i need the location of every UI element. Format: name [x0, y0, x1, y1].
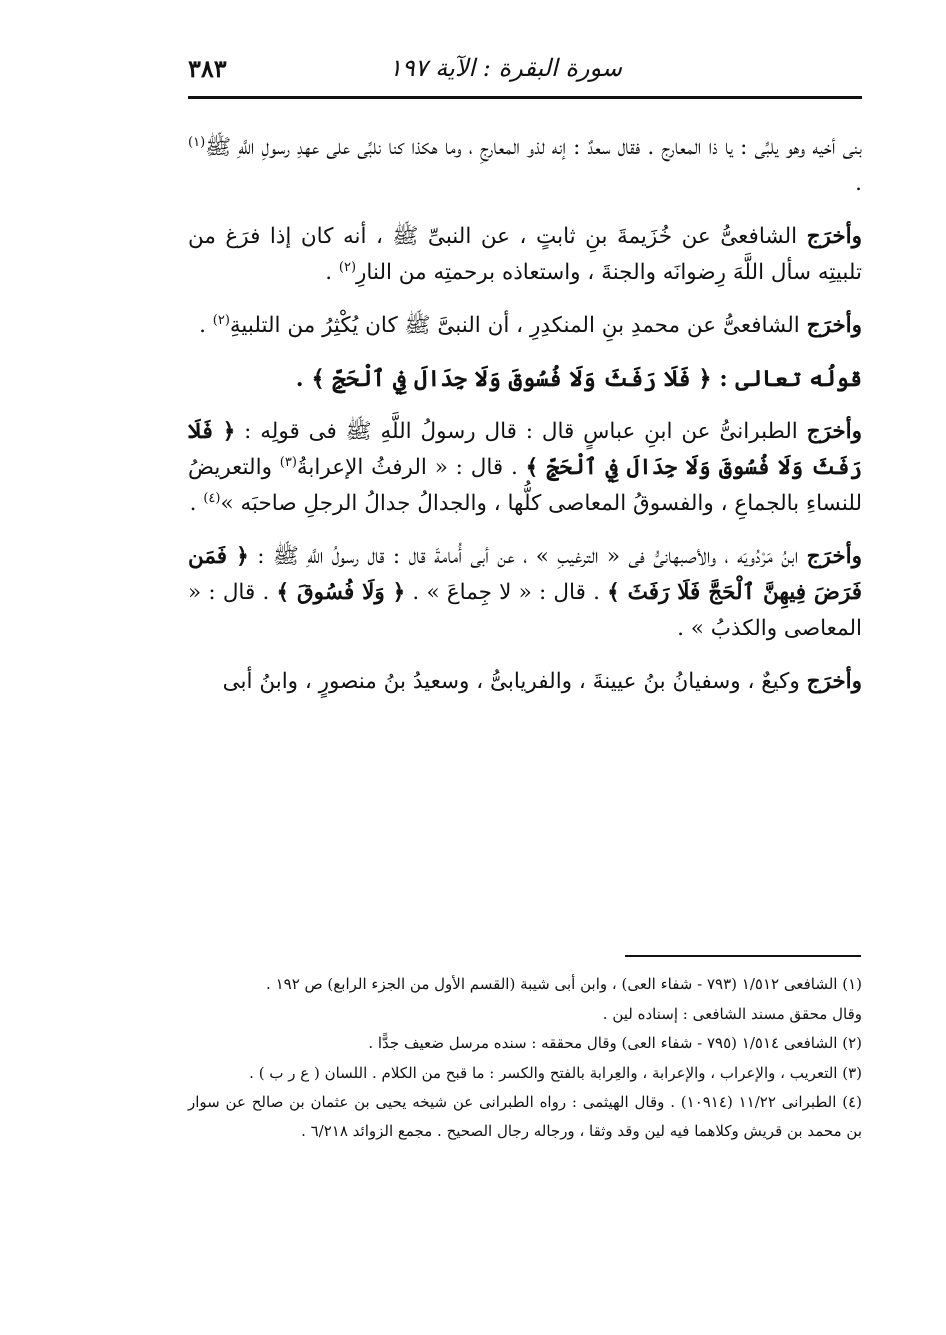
paragraph-4: وأخرَج الطبرانىُّ عن ابنِ عباسٍ قال : قال رسولُ اللَّهِ ﷺ فى قولِه : ﴿ فَلَا رَفَثَ وَلَا فُسُوقَ وَلَا جِدَالَ فِي ٱلْحَجِّ ﴾ . قال : « الرفثُ الإعرابةُ$^{(٣)}$ والتعريضُ للنساءِ بالجماعِ ، والفسوقُ المعاصى كلُّها ، والجدالُ جدالُ الرجلِ صاحبَه »$^{(٤)}$ . — [188, 419, 863, 516]
footnote-ref: (٣) — [279, 454, 297, 470]
page-header — [188, 52, 862, 96]
verse-heading: قولُه تعالى : ﴿ فَلَا رَفَثَ وَلَا فُسُوقَ وَلَا جِدَالَ فِي ٱلْحَجِّ ﴾ . — [295, 366, 862, 392]
footnote: (١) الشافعى ١/٥١٢ (٧٩٣ - شفاء العى) ، وابن أبى شيبة (القسم الأول من الجزء الرابع) ص ١٩٢ . — [266, 975, 862, 993]
paragraph-lead: وأخرَج — [806, 419, 863, 444]
footnote: (٤) الطبرانى ١١/٢٢ (١٠٩١٤) . وقال الهيثمى : رواه الطبرانى عن شيخه يحيى بن عثمان بن صالح عن سوار بن محمد بن قريش وكلاهما فيه لين وقد وثقا ، ورجاله رجال الصحيح . مجمع الزوائد ٦/٢١٨ . — [188, 1093, 863, 1140]
paragraph-text: ابنُ مَرْدُويَه ، والأصبهانىُّ فى « الترغيبِ » ، عن أبى أُمامةَ قال : قال رسولُ اللَّهِ ﷺ : — [257, 544, 799, 569]
paragraph-text: وكيعٌ ، وسفيانُ بنُ عيينةَ ، والفريابىُّ ، وسعيدُ بنُ منصورٍ ، وابنُ أبى — [222, 669, 800, 694]
main-text — [188, 130, 862, 717]
paragraph-text: بنى أخيه وهو يلبِّى : يا ذا المعارج . فقال سعدٌ : إنه لذو المعارجِ ، وما هكذا كنا نلبِّى على عهدِ رسولِ اللَّهِ ﷺ — [205, 135, 862, 160]
heading-lead: قولُه تعالى : — [719, 366, 862, 392]
footnote: وقال محقق مسند الشافعى : إسناده لين . — [602, 1004, 862, 1023]
quran-verse: ﴿ فَلَا رَفَثَ وَلَا فُسُوقَ وَلَا جِدَالَ فِي ٱلْحَجِّ ﴾ — [188, 419, 862, 480]
paragraph-text: . قال : « المعاصى والكذبُ » . — [188, 580, 862, 641]
footnote-rule — [625, 955, 861, 957]
paragraph-text: الشافعىُّ عن خُزَيمةَ بنِ ثابتٍ ، عن النبىِّ ﷺ ، أنه كان إذا فرَغ من تلبيتِه سأل اللَّهَ رِضوانَه والجنةَ ، واستعاذه برحمتِه من النارِ — [188, 224, 862, 285]
footnote: (٣) التعريب ، والإعراب ، والإعرابة ، والعِرابة بالفتح والكسر : ما قبح من الكلام . اللسان ( ع ر ب ) . — [249, 1063, 862, 1082]
quran-verse: ﴿ فَمَن فَرَضَ فِيهِنَّ ٱلْحَجَّ فَلَا رَفَثَ ﴾ — [188, 544, 862, 605]
footnote-ref: (٤) — [203, 490, 221, 506]
paragraph-text: . قال : « الرفثُ الإعرابةُ — [296, 455, 518, 480]
paragraph-text: الطبرانىُّ عن ابنِ عباسٍ قال : قال رسولُ اللَّهِ ﷺ فى قولِه : — [244, 419, 798, 444]
paragraph-5 — [188, 539, 862, 647]
paragraph-1: بنى أخيه وهو يلبِّى : يا ذا المعارج . فقال سعدٌ : إنه لذو المعارجِ ، وما هكذا كنا نلبِّى على عهدِ رسولِ اللَّهِ ﷺ$^{(١)}$ . — [188, 134, 862, 196]
footnote-ref: (٢) — [212, 312, 230, 328]
paragraph-text: . قال : « لا جِماعَ » . — [412, 580, 600, 605]
footnotes — [188, 970, 862, 1146]
paragraph-6 — [188, 664, 862, 700]
paragraph-3: وأخرَج الشافعىُّ عن محمدِ بنِ المنكدِرِ ، أن النبىَّ ﷺ كان يُكْثِرُ من التلبيةِ$^{(٢)}$ . — [199, 312, 862, 338]
paragraph-lead: وأخرَج — [806, 224, 862, 249]
paragraph-lead: وأخرَج — [806, 544, 862, 569]
footnote-ref: (٢) — [338, 259, 357, 275]
page-number: ٣٨٣ — [188, 54, 227, 83]
paragraph-text: والتعريضُ للنساءِ بالجماعِ ، والفسوقُ المعاصى كلُّها ، والجدالُ جدالُ الرجلِ صاحبَه » — [188, 455, 862, 516]
footnote-ref: (١) — [188, 134, 206, 150]
footnote: (٢) الشافعى ١/٥١٤ (٧٩٥ - شفاء العى) وقال محققه : سنده مرسل ضعيف جدًّا . — [368, 1034, 862, 1052]
header-rule — [188, 96, 862, 99]
paragraph-2: وأخرَج الشافعىُّ عن خُزَيمةَ بنِ ثابتٍ ، عن النبىِّ ﷺ ، أنه كان إذا فرَغ من تلبيتِه سأل اللَّهَ رِضوانَه والجنةَ ، واستعاذه برحمتِه من النارِ$^{(٢)}$ . — [188, 224, 862, 285]
paragraph-lead: وأخرَج — [806, 313, 862, 338]
quran-verse: ﴿ وَلَا فُسُوقَ ﴾ — [276, 580, 406, 605]
quran-verse: ﴿ فَلَا رَفَثَ وَلَا فُسُوقَ وَلَا جِدَالَ فِي ٱلْحَجِّ ﴾ — [311, 366, 712, 392]
paragraph-lead: وأخرَج — [806, 669, 862, 694]
running-title: سورة البقرة : الآية ١٩٧ — [388, 54, 622, 82]
paragraph-text: الشافعىُّ عن محمدِ بنِ المنكدِرِ ، أن النبىَّ ﷺ كان يُكْثِرُ من التلبيةِ — [229, 313, 800, 338]
